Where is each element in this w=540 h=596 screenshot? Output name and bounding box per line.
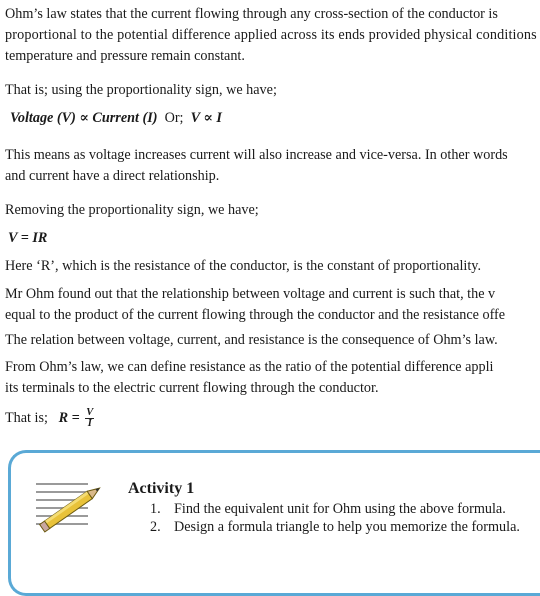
equation-r-ratio xyxy=(5,408,94,429)
text-line: and current have a direct relationship. xyxy=(5,168,220,184)
list-item-number: 1. xyxy=(150,501,161,517)
list-item-text: Find the equivalent unit for Ohm using the above formula. xyxy=(174,501,506,517)
paragraph-resistance-constant: Here ‘R’, which is the resistance of the conductor, is the constant of proportionality. xyxy=(5,258,482,274)
activity-list xyxy=(150,500,520,536)
fraction-numerator: V xyxy=(86,407,94,419)
text-line: Ohm’s law states that the current flowing through any cross-section of the conductor is xyxy=(5,6,498,22)
paragraph-mr-ohm xyxy=(5,284,505,326)
list-item xyxy=(150,500,520,518)
text-line: its terminals to the electric current flowing through the conductor. xyxy=(5,380,379,396)
paragraph-define-resistance xyxy=(5,357,494,399)
fraction-v-over-i xyxy=(85,408,94,429)
paragraph-ohms-law-statement xyxy=(5,4,537,67)
paragraph-removing-sign: Removing the proportionality sign, we have; xyxy=(5,202,259,218)
pencil-notepad-icon xyxy=(32,478,112,543)
equation-v-ir: V = IR xyxy=(8,230,48,246)
text-line: From Ohm’s law, we can define resistance as the ratio of the potential difference appli xyxy=(5,359,494,375)
activity-title: Activity 1 xyxy=(128,480,195,497)
that-is-label: That is; xyxy=(5,410,48,426)
list-item-number: 2. xyxy=(150,519,161,535)
text-line: equal to the product of the current flowing through the conductor and the resistance offe xyxy=(5,307,506,323)
paragraph-consequence: The relation between voltage, current, and resistance is the consequence of Ohm’s law. xyxy=(5,332,498,348)
equation-right: V ∝ I xyxy=(190,110,222,126)
text-line: Mr Ohm found out that the relationship between voltage and current is such that, the v xyxy=(5,286,496,302)
equation-proportional xyxy=(10,108,222,129)
equation-r-left: R = xyxy=(58,410,80,426)
equation-or: Or; xyxy=(164,110,184,126)
text-line: proportional to the potential difference applied across its ends provided physical conditions xyxy=(5,27,537,43)
list-item-text: Design a formula triangle to help you memorize the formula. xyxy=(174,519,520,535)
paragraph-proportionality: That is; using the proportionality sign, we have; xyxy=(5,82,277,98)
text-line: This means as voltage increases current will also increase and vice-versa. In other words xyxy=(5,147,508,163)
fraction-denominator: I xyxy=(87,418,92,430)
list-item xyxy=(150,518,520,536)
text-line: temperature and pressure remain constant. xyxy=(5,48,245,64)
paragraph-direct-relationship xyxy=(5,145,508,187)
equation-left: Voltage (V) ∝ Current (I) xyxy=(10,110,158,126)
